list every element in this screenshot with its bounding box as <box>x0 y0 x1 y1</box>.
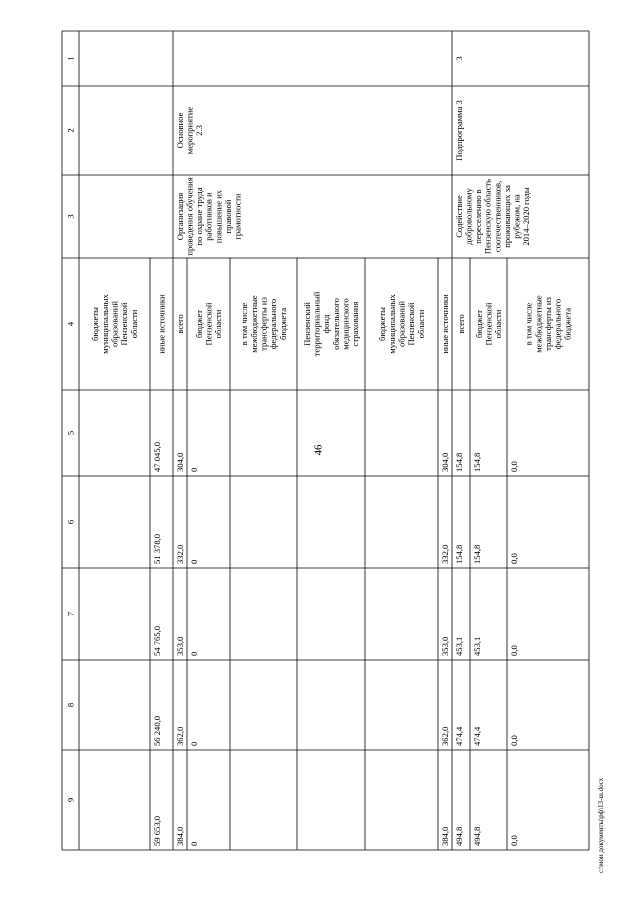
cell-r8-c4: всего <box>456 314 466 334</box>
cell-r9-c7: 453,1 <box>472 636 482 656</box>
header-cell-8: 8 <box>65 702 76 708</box>
cell-r7-c9: 384,0 <box>440 826 450 846</box>
cell-r7-c6: 332,0 <box>440 544 450 564</box>
cell-r7-c4: иные источники <box>440 294 450 354</box>
cell-r6-c4: бюджетымуниципальныхобразованийПензенскойобласти <box>377 294 426 354</box>
cell-r8-c2: Подпрограмма 3 <box>453 100 464 161</box>
cell-r8-c3: Содействиедобровольномупереселению вПензенскую областьсоотечественников,проживающих зарубежом, на2014–2020 годы <box>453 178 532 255</box>
cell-r10-c4: в том числемежбюджетныетрансферты изфедеральногобюджета <box>523 295 573 353</box>
cell-r9-c9: 494,8 <box>472 826 482 846</box>
cell-r10-c6: 0,0 <box>509 553 519 564</box>
cell-r0-c4: бюджетымуниципальныхобразованийПензенскойобласти <box>90 294 139 354</box>
header-cell-6: 6 <box>65 519 76 525</box>
header-cell-3: 3 <box>65 214 76 219</box>
cell-r3-c6: 0 <box>189 559 199 564</box>
cell-r9-c6: 154,8 <box>472 544 482 564</box>
header-cell-5: 5 <box>65 430 76 436</box>
cell-r1-c9: 59 653,0 <box>152 815 162 846</box>
cell-r1-c8: 56 240,0 <box>152 715 162 746</box>
header-cell-9: 9 <box>65 797 76 803</box>
cell-r2-c8: 362,0 <box>175 726 185 746</box>
cell-r8-c9: 494,8 <box>454 826 464 846</box>
cell-r5-c4: Пензенскийтерриториальныйфондобязательногомедицинскогострахования <box>301 291 361 357</box>
header-cell-4: 4 <box>65 321 76 327</box>
page-number: 46 <box>312 444 325 456</box>
cell-r10-c9: 0,0 <box>509 835 519 846</box>
cell-r10-c5: 0,0 <box>509 461 519 472</box>
cell-r2-c5: 304,0 <box>175 452 185 472</box>
cell-r9-c8: 474,4 <box>472 726 482 746</box>
cell-r10-c7: 0,0 <box>509 645 519 656</box>
cell-r2-c2: Основноемероприятие2.3 <box>174 106 205 155</box>
cell-r9-c4: бюджетПензенскойобласти <box>473 302 504 346</box>
cell-r2-c3: Организацияпроведения обученияпо охране трудаработников иповышение ихправовойграмотности <box>174 177 243 256</box>
header-cell-7: 7 <box>65 611 76 617</box>
cell-r3-c5: 0 <box>189 467 199 472</box>
header-cell-1: 1 <box>65 56 76 61</box>
cell-r2-c7: 353,0 <box>175 636 185 656</box>
cell-r1-c5: 47 045,0 <box>152 441 162 472</box>
cell-r3-c7: 0 <box>189 651 199 656</box>
cell-r10-c8: 0,0 <box>509 735 519 746</box>
file-path-footer: c:\мои документы\рф\13-ш.docx <box>597 777 605 873</box>
cell-r2-c6: 332,0 <box>175 544 185 564</box>
cell-r7-c5: 304,0 <box>440 452 450 472</box>
cell-r8-c8: 474,4 <box>454 726 464 746</box>
cell-r3-c8: 0 <box>189 741 199 746</box>
cell-r7-c8: 362,0 <box>440 726 450 746</box>
cell-r2-c4: всего <box>175 314 185 334</box>
cell-r1-c6: 51 378,0 <box>152 533 162 564</box>
cell-r4-c4: в том числемежбюджетныетрансферты изфедеральногобюджета <box>239 295 288 353</box>
table-grid <box>62 31 589 850</box>
cell-r8-c5: 154,8 <box>454 452 464 472</box>
cell-r9-c5: 154,8 <box>472 452 482 472</box>
cell-r3-c9: 0 <box>189 841 199 846</box>
cell-r2-c9: 384,0 <box>175 826 185 846</box>
cell-r8-c7: 453,1 <box>454 636 464 656</box>
cell-r8-c1: 3 <box>453 56 464 61</box>
header-cell-2: 2 <box>65 128 76 133</box>
cell-r3-c4: бюджетПензенскойобласти <box>193 302 224 346</box>
cell-r8-c6: 154,8 <box>454 544 464 564</box>
cell-r1-c4: иные источники <box>156 294 167 354</box>
cell-r1-c7: 54 765,0 <box>152 625 162 656</box>
cell-r7-c7: 353,0 <box>440 636 450 656</box>
